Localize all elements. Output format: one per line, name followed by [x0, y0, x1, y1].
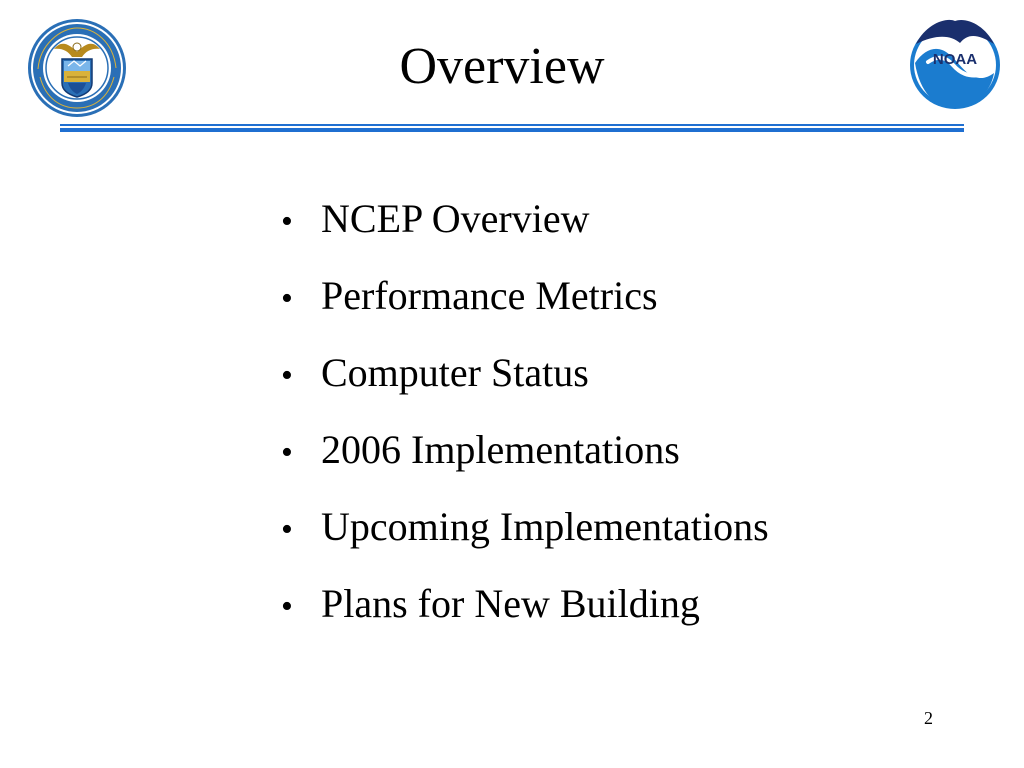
bullet-icon: •: [281, 511, 293, 548]
agenda-item: [281, 426, 769, 503]
agenda-item-text: Performance Metrics: [321, 273, 658, 318]
agenda-list: [281, 195, 769, 657]
slide-title: Overview: [399, 38, 605, 95]
agenda-item-text: NCEP Overview: [321, 196, 590, 241]
page-number: 2: [924, 708, 933, 728]
agenda-item-text: Plans for New Building: [321, 581, 700, 626]
bullet-icon: •: [281, 357, 293, 394]
bullet-icon: •: [281, 434, 293, 471]
title-rule-thick: [60, 128, 964, 132]
bullet-icon: •: [281, 280, 293, 317]
bullet-icon: •: [281, 588, 293, 625]
agenda-item: [281, 503, 769, 580]
agenda-item: [281, 272, 769, 349]
title-rule-thin: [60, 124, 964, 126]
noaa-logo-icon: [908, 19, 1002, 111]
agenda-item-text: Upcoming Implementations: [321, 504, 769, 549]
bullet-icon: •: [281, 203, 293, 240]
svg-text:NOAA: NOAA: [932, 51, 978, 68]
agenda-item-text: 2006 Implementations: [321, 427, 680, 472]
agenda-item: [281, 349, 769, 426]
agenda-item: [281, 580, 769, 657]
agenda-item: [281, 195, 769, 272]
agenda-item-text: Computer Status: [321, 350, 589, 395]
